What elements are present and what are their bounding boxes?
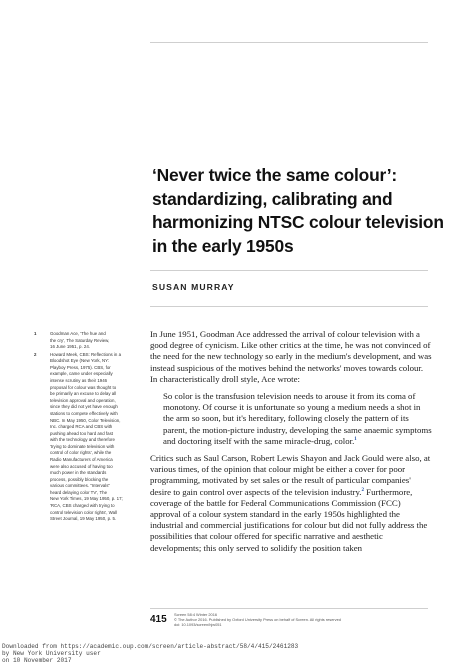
footnote-line: intense scrutiny as their 1946 [50, 378, 108, 384]
author-rule [150, 306, 428, 307]
download-watermark [2, 643, 298, 665]
footnote-line: stations to compete effectively with [50, 410, 118, 416]
body-paragraph: In June 1951, Goodman Ace addressed the arrival of colour television with a good degree of cynicism. Like other critics at the time, he was not convinced of the need for the new technology so early in the medium's development, and was instead suspicious of the motives behind the networks' moves towards colour. In characteristically droll style, Ace wrote: [150, 329, 432, 384]
download-line: Downloaded from https://academic.oup.com/screen/article-abstract/58/4/415/2461283 [2, 643, 299, 650]
article-body [150, 329, 432, 554]
page-number: 415 [150, 614, 167, 625]
footnote-line: Street Journal, 19 May 1950, p. 5. [50, 516, 117, 522]
footnote [34, 352, 134, 523]
top-rule [150, 42, 428, 43]
author-name: SUSAN MURRAY [152, 282, 235, 292]
footnote-line: 'trying to dominate television with [50, 443, 115, 449]
footnote-line: heard delaying color TV', The [50, 489, 108, 495]
body-paragraph [150, 453, 432, 554]
footnote-line: Howard Meek, CBS: Reflections in a [50, 351, 122, 357]
footnote-line: 'RCA, CBS charged with trying to [50, 503, 115, 509]
footnote-line: Playboy Press, 1975). CBS, for [50, 364, 111, 370]
pub-line: doi: 10.1093/screen/hjw051 [174, 622, 222, 628]
download-line: by New York University user [2, 650, 101, 658]
footnote-line: 16 June 1951, p. 24. [50, 344, 91, 350]
title-line: in the early 1950s [152, 235, 294, 256]
footnote-line: process, possibly blocking the [50, 476, 109, 482]
body-text-run: Furthermore, coverage of the battle for Federal Communications Commission (FCC) approval of a colour system standard in the early 1950s highlighted the industrial and commercial justifications for colour but did not fully address the possibilities that colour offered for specific narrative and aesthetic developments; this only served to solidify the position taken [150, 486, 428, 553]
footnote-line: control television color rights', Wall [50, 509, 118, 515]
footnote-number: 1 [34, 331, 37, 336]
footnote-line: control of color rights', while the [50, 450, 112, 456]
footnote-ref-1[interactable]: 1 [354, 436, 357, 442]
article-title [152, 164, 452, 258]
footnote-line: be primarily an excuse to delay all [50, 391, 117, 397]
title-rule [150, 270, 428, 271]
pub-line: Screen 58:4 Winter 2016 [174, 612, 218, 617]
footnote-line: with the technology and therefore [50, 437, 115, 443]
footnote-line: Goodman Ace, 'The hue and [50, 331, 106, 336]
footnote-line: were also accused of having too [50, 463, 113, 469]
body-text-run: Critics such as Saul Carson, Robert Lewis Shayon and Jack Gould were also, at various times, of the opinion that colour might be either a cover for poor programming, motivated by set sales or the result of particular companies' desire to gain control over aspects of the television industry. [150, 453, 431, 497]
footnote-line: example, came under especially [50, 371, 113, 377]
pub-line: © The Author 2016. Published by Oxford University Press on behalf of Screen. All rights reserved [174, 617, 341, 623]
footnote-line: television approval and operation, [50, 397, 116, 403]
footnote-number: 2 [34, 351, 37, 357]
publication-info [174, 612, 424, 627]
footnote [34, 331, 134, 351]
footnote-line: pushing ahead too hard and fast [50, 430, 113, 436]
footnote-line: New York Times, 19 May 1950, p. 17; [50, 496, 123, 502]
quote-text: So color is the transfusion television needs to arouse it from its coma of monotony. Of course it is unfortunate so young a medium needs a shot in the arm so soon, but it's hereditary, following closely the pattern of its parent, the motion-picture industry, developing the same anaemic symptoms and doctoring itself with the same miracle-drug, color. [163, 391, 432, 446]
footer-rule [150, 608, 428, 609]
footnote-ref-2[interactable]: 2 [361, 487, 364, 493]
footnote-line: Radio Manufacturers of America [50, 456, 113, 462]
footnote-column [34, 331, 134, 524]
footnote-line: the cry', The Saturday Review, [50, 337, 110, 343]
footnote-line: Bloodshot Eye (New York, NY: [50, 358, 110, 364]
title-line: ‘Never twice the same colour’: [152, 165, 397, 185]
footnote-line: much power in the standards [50, 470, 107, 476]
title-line: standardizing, calibrating and [152, 188, 393, 209]
block-quote [163, 391, 432, 447]
footnote-line: Inc. charged RCA and CBS with [50, 424, 113, 430]
title-line: harmonizing NTSC colour television [152, 212, 444, 232]
download-line: on 10 November 2017 [2, 657, 72, 665]
footnote-line: since they did not yet have enough [50, 404, 118, 410]
footnote-line: proposal for colour was thought to [50, 384, 117, 390]
footnote-line: NBC. In May 1950, Color Television, [50, 417, 121, 423]
footnote-line: various committees. "Intervals" [50, 483, 110, 489]
